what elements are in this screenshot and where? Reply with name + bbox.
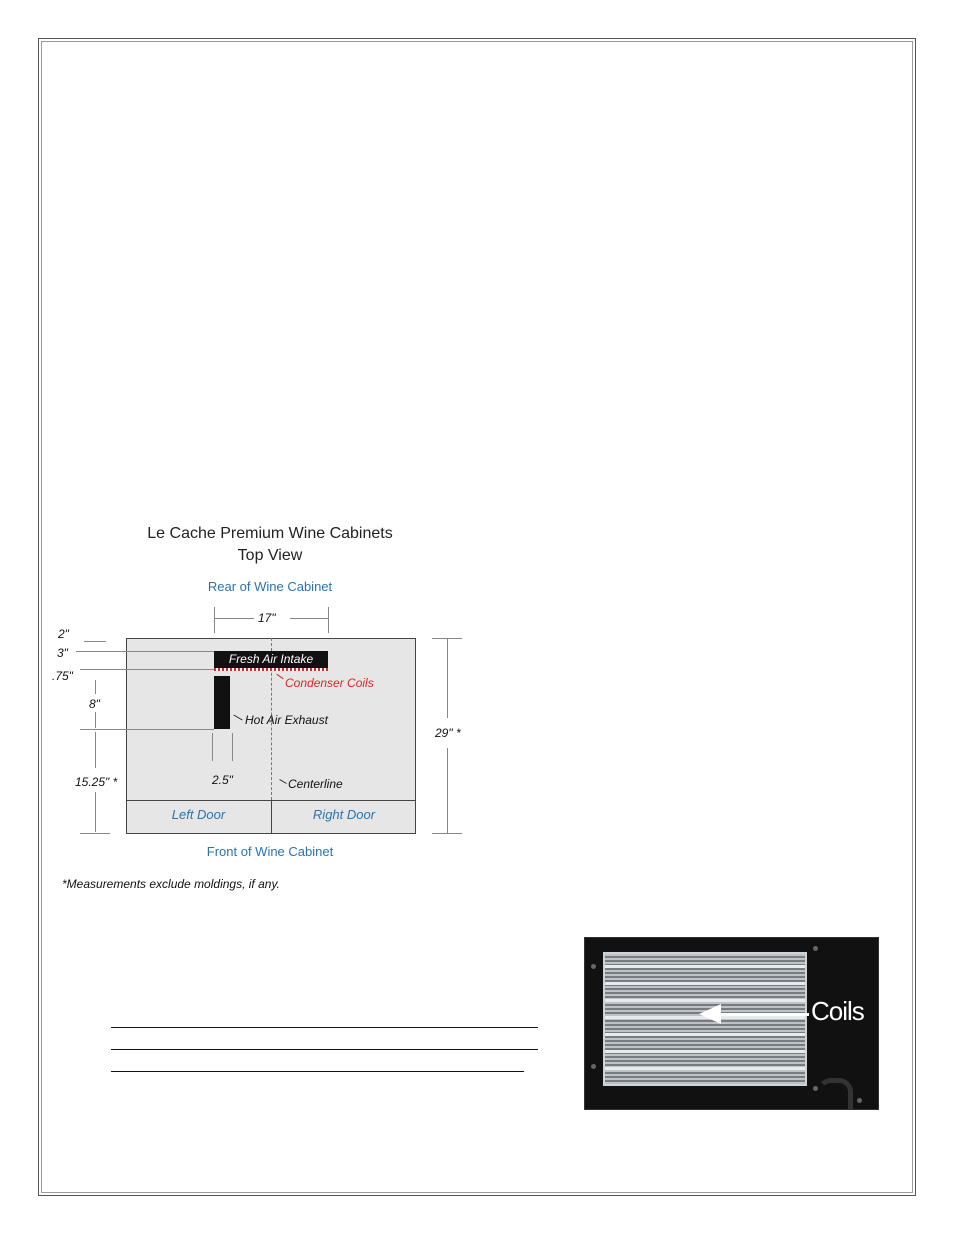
dim-17-line-left bbox=[214, 618, 254, 619]
right-door-label: Right Door bbox=[312, 807, 376, 822]
measurement-footnote: *Measurements exclude moldings, if any. bbox=[62, 877, 280, 891]
dim-29-bottom-tick bbox=[432, 833, 462, 834]
dim-1525-line-top bbox=[95, 732, 96, 768]
condenser-coils-label: Condenser Coils bbox=[285, 676, 374, 690]
dim-3-line bbox=[76, 651, 214, 652]
dim-8-base-line bbox=[80, 729, 214, 730]
coils-label: Coils bbox=[811, 996, 864, 1026]
dim-17-left-tick bbox=[214, 607, 215, 633]
arrow-shaft bbox=[719, 1013, 809, 1016]
left-door-label: Left Door bbox=[171, 807, 226, 822]
dim-075: .75" bbox=[52, 669, 73, 683]
dim-3: 3" bbox=[57, 646, 68, 660]
dim-8-line-bottom bbox=[95, 712, 96, 728]
condenser-coil-strip bbox=[214, 668, 328, 671]
hot-air-exhaust-label: Hot Air Exhaust bbox=[245, 713, 328, 727]
diagram-title-line2: Top View bbox=[237, 547, 303, 564]
front-label: Front of Wine Cabinet bbox=[206, 844, 334, 859]
dim-8: 8" bbox=[89, 697, 100, 711]
dim-25-right-tick bbox=[232, 733, 233, 761]
dim-075-line bbox=[80, 669, 214, 670]
dim-29-line-bottom bbox=[447, 748, 448, 833]
centerline-label: Centerline bbox=[288, 777, 343, 791]
dim-8-line-top bbox=[95, 680, 96, 694]
arrow-left-icon bbox=[699, 1004, 721, 1024]
dim-1525-line-bottom bbox=[95, 792, 96, 832]
dim-29: 29" * bbox=[435, 726, 461, 740]
dim-29-line-top bbox=[447, 638, 448, 718]
dim-1525: 15.25" * bbox=[75, 775, 118, 789]
dim-2: 2" bbox=[58, 627, 69, 641]
fresh-air-intake: Fresh Air Intake bbox=[214, 651, 328, 668]
blank-line-2 bbox=[111, 1049, 538, 1050]
dim-25: 2.5" bbox=[212, 773, 233, 787]
dim-17-line-right bbox=[290, 618, 328, 619]
coils-photo bbox=[584, 937, 879, 1110]
dim-25-left-tick bbox=[212, 733, 213, 761]
dim-17: 17" bbox=[258, 611, 276, 625]
blank-line-1 bbox=[111, 1027, 538, 1028]
diagram-title-line1: Le Cache Premium Wine Cabinets bbox=[147, 525, 393, 542]
dim-2-line bbox=[84, 641, 106, 642]
power-cord bbox=[817, 1078, 853, 1110]
rear-label: Rear of Wine Cabinet bbox=[207, 579, 333, 594]
hot-air-exhaust-block bbox=[214, 676, 230, 729]
diagram-title bbox=[110, 523, 430, 567]
dim-bottom-tick bbox=[80, 833, 110, 834]
blank-line-3 bbox=[111, 1071, 524, 1072]
dim-17-right-tick bbox=[328, 607, 329, 633]
